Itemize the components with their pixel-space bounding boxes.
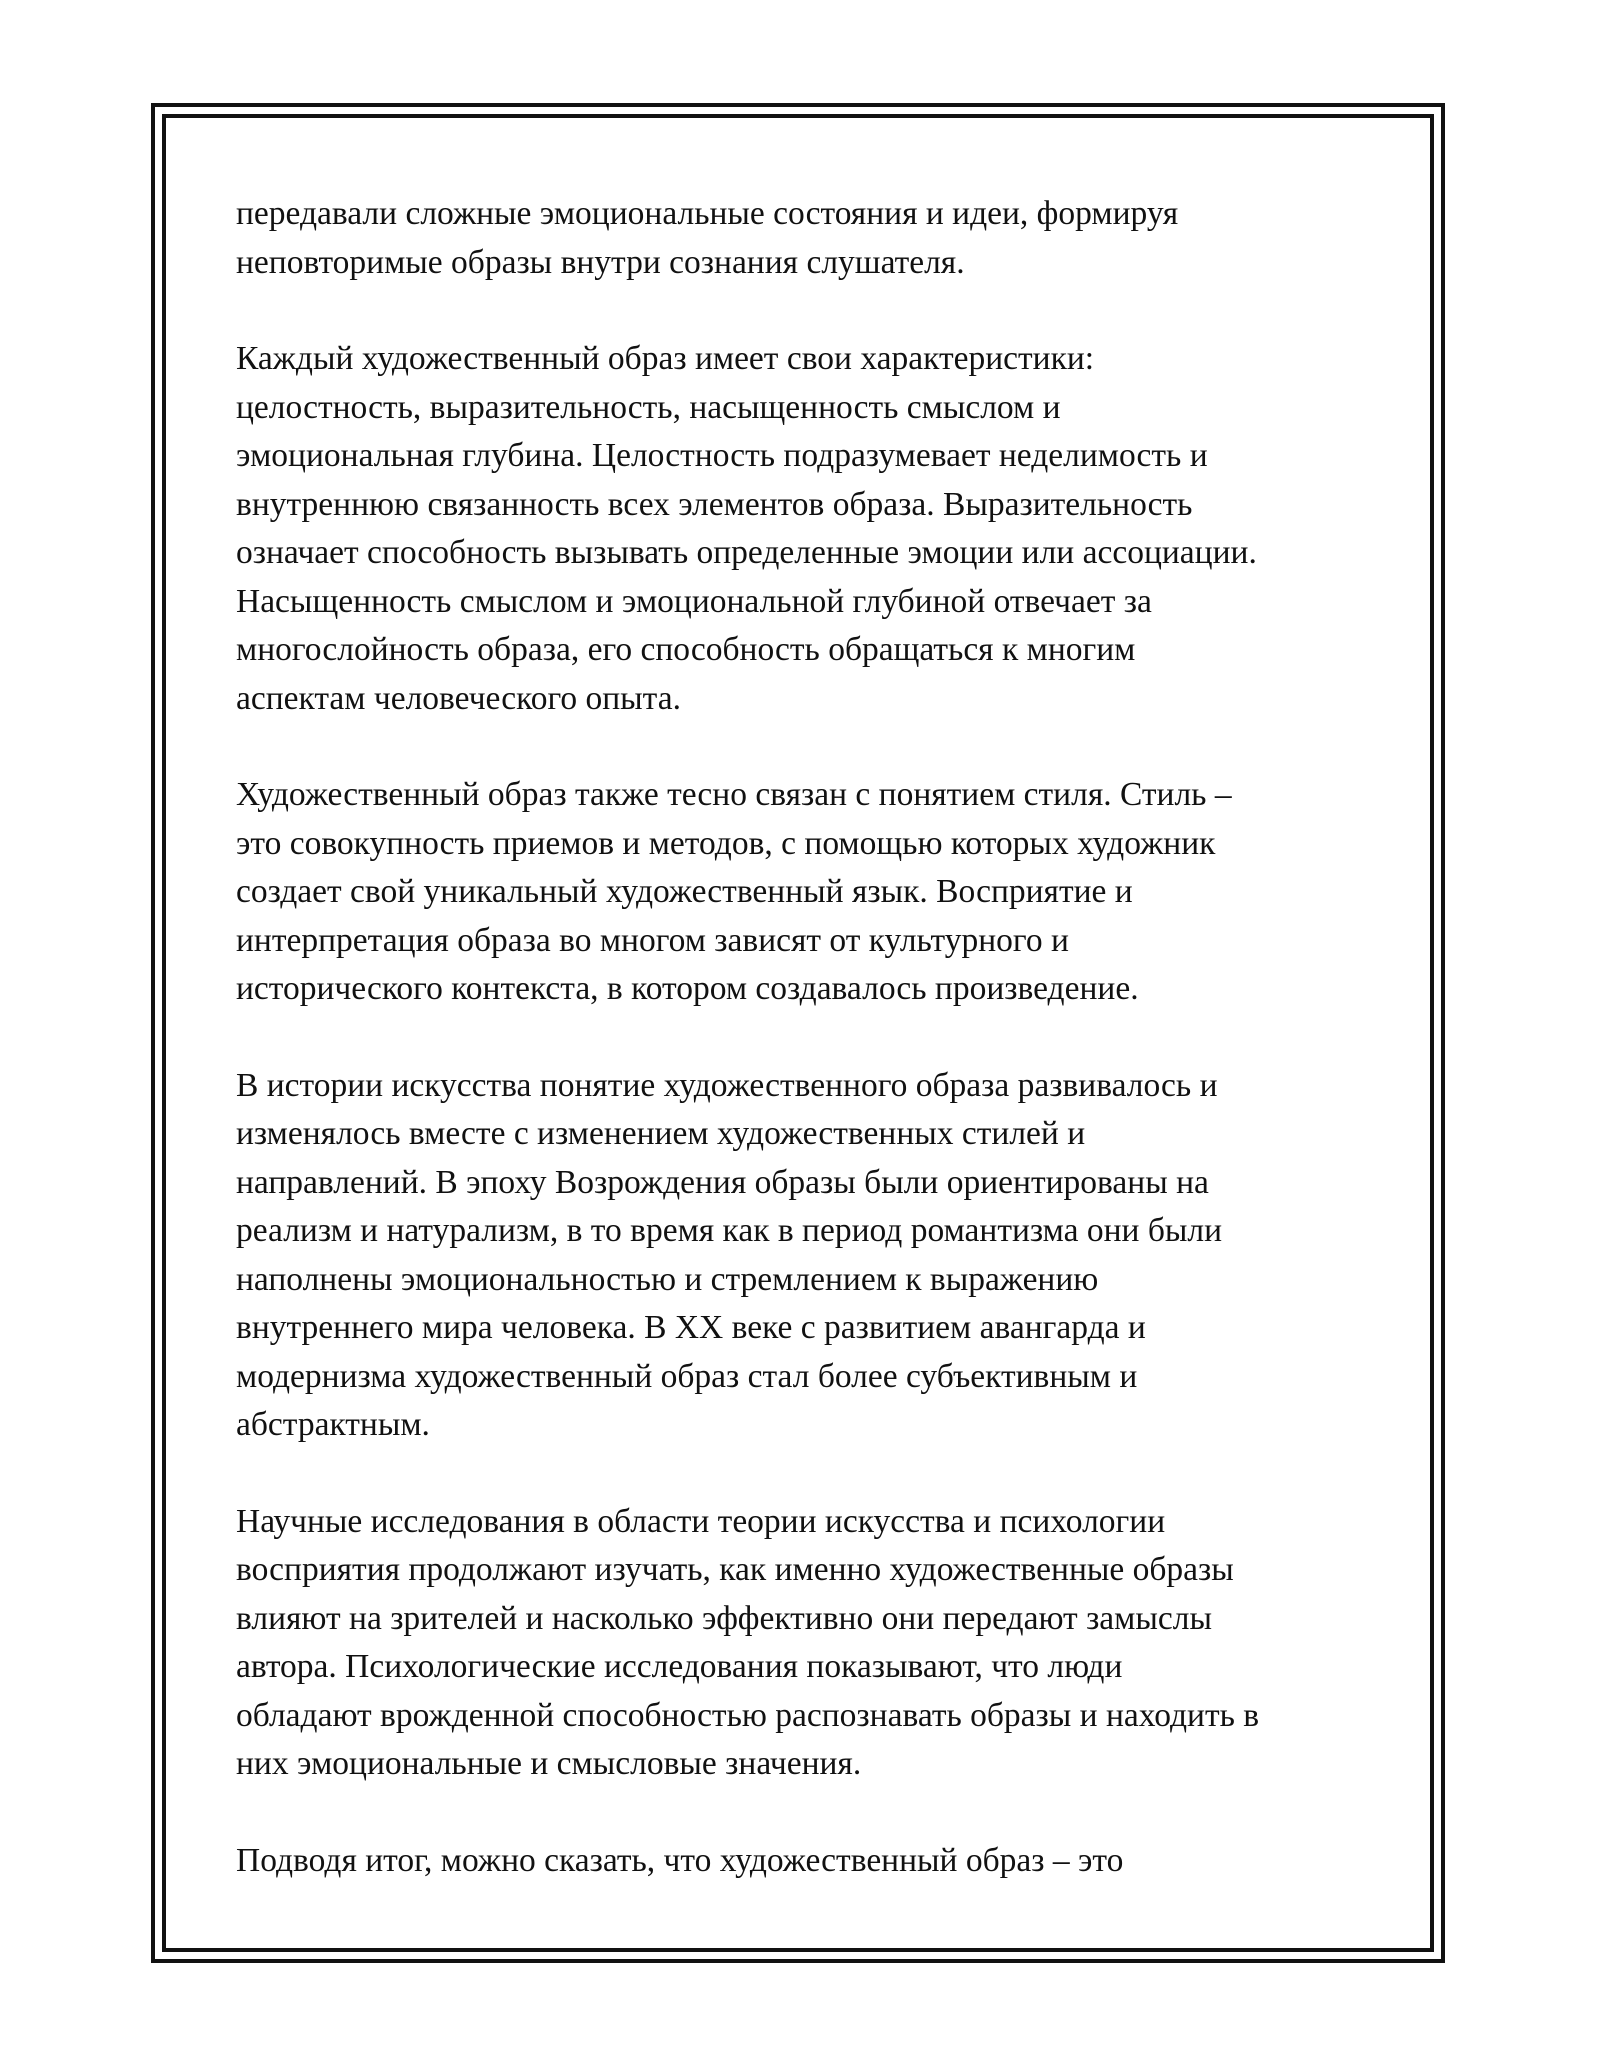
paragraph: Подводя итог, можно сказать, что художественный образ – это (236, 1841, 1124, 1879)
paragraph: Каждый художественный образ имеет свои характеристики: целостность, выразительность, насыщенность смыслом и эмоциональная глубина. Целостность подразумевает неделимость и внутреннюю связанность всех элементов образа. Выразительность означает способность вызывать определенные эмоции или ассоциации. Насыщенность смыслом и эмоциональной глубиной отвечает за многослойность образа, его способность обращаться к многим аспектам человеческого опыта. (236, 340, 1257, 717)
document-body (236, 190, 1376, 1933)
paragraph: Художественный образ также тесно связан с понятием стиля. Стиль – это совокупность приемов и методов, с помощью которых художник создает свой уникальный художественный язык. Восприятие и интерпретация образа во многом зависят от культурного и исторического контекста, в котором создавалось произведение. (236, 776, 1232, 1007)
paragraph: Научные исследования в области теории искусства и психологии восприятия продолжают изучать, как именно художественные образы влияют на зрителей и насколько эффективно они передают замыслы автора. Психологические исследования показывают, что люди обладают врожденной способностью распознавать образы и находить в них эмоциональные и смысловые значения. (236, 1502, 1260, 1782)
paragraph: В истории искусства понятие художественного образа развивалось и изменялось вместе с изменением художественных стилей и направлений. В эпоху Возрождения образы были ориентированы на реализм и натурализм, в то время как в период романтизма они были наполнены эмоциональностью и стремлением к выражению внутреннего мира человека. В XX веке с развитием авангарда и модернизма художественный образ стал более субъективным и абстрактным. (236, 1066, 1223, 1443)
paragraph: передавали сложные эмоциональные состояния и идеи, формируя неповторимые образы внутри сознания слушателя. (236, 195, 1179, 281)
